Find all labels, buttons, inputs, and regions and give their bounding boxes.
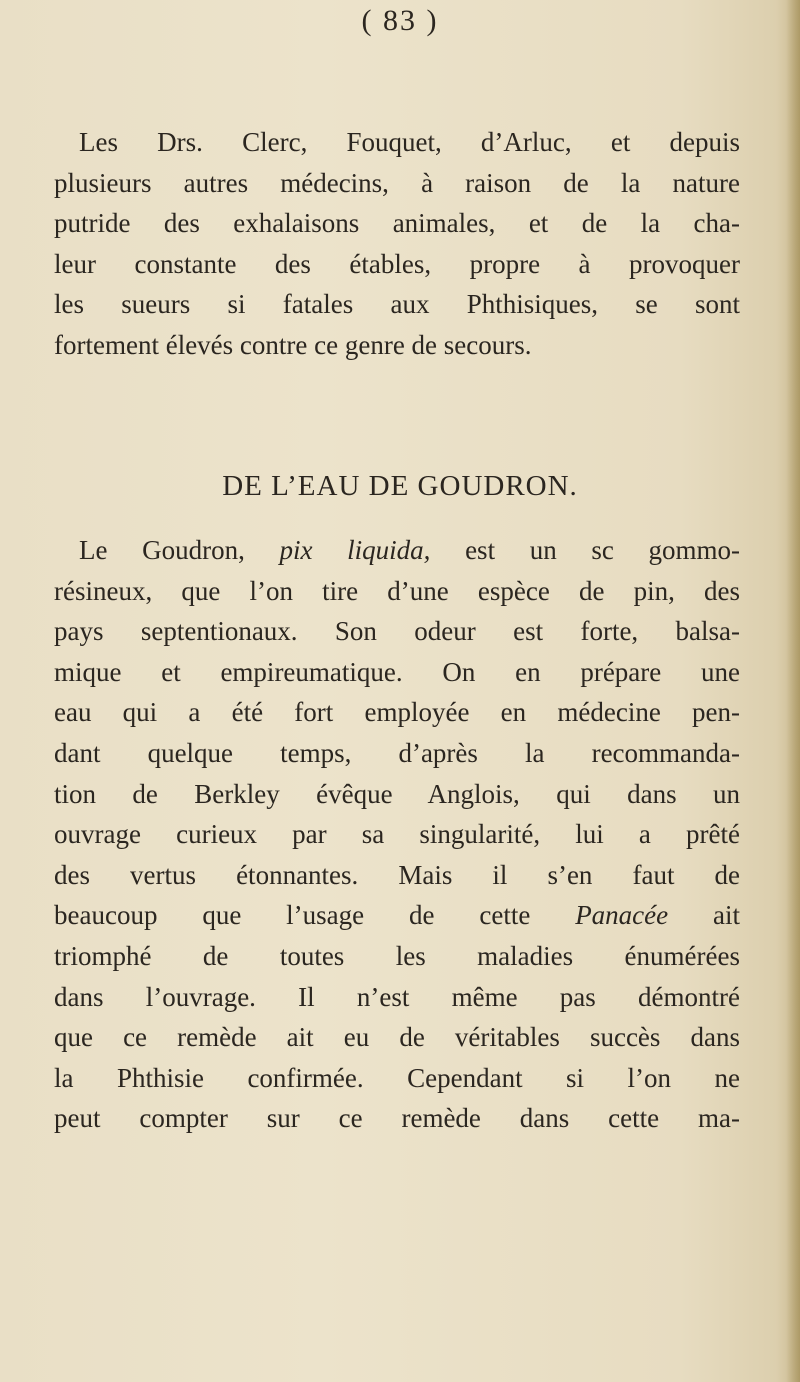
- text-run: Le Goudron,: [79, 535, 245, 565]
- text-line: plusieurs autres médecins, à raison de la nature: [54, 167, 740, 198]
- text-line: pays septentionaux. Son odeur est forte, balsa-: [54, 616, 740, 647]
- text-line: [54, 530, 740, 571]
- italic-term: Panacée: [575, 900, 669, 931]
- paragraph-1: [54, 122, 740, 366]
- paragraph-2: [54, 530, 740, 1139]
- text-line: putride des exhalaisons animales, et de la cha-: [54, 208, 740, 239]
- text-line: les sueurs si fatales aux Phthisiques, se sont: [54, 289, 740, 320]
- text-line: peut compter sur ce remède dans cette ma-: [54, 1103, 740, 1134]
- text-line: Les Drs. Clerc, Fouquet, d’Arluc, et depuis: [79, 127, 740, 157]
- text-line: résineux, que l’on tire d’une espèce de pin, des: [54, 575, 740, 606]
- page-number: ( 83 ): [361, 4, 439, 37]
- page-edge-shadow: [786, 0, 800, 1382]
- text-line: des vertus étonnantes. Mais il s’en faut de: [54, 859, 740, 890]
- text-line: mique et empireumatique. On en prépare une: [54, 656, 740, 687]
- text-run: est un sc gommo-: [465, 535, 741, 565]
- text-line: tion de Berkley évêque Anglois, qui dans un: [54, 778, 740, 809]
- text-run: beaucoup que l’usage de cette: [54, 900, 531, 931]
- text-line: leur constante des étables, propre à provoquer: [54, 248, 740, 279]
- text-run: ait: [713, 900, 741, 931]
- text-line: eau qui a été fort employée en médecine pen-: [54, 697, 740, 728]
- text-line: ouvrage curieux par sa singularité, lui a prêté: [54, 819, 740, 850]
- section-heading: DE L’EAU DE GOUDRON.: [222, 470, 578, 502]
- italic-term: pix liquida,: [279, 535, 431, 565]
- text-line: triomphé de toutes les maladies énumérées: [54, 940, 740, 971]
- text-line: que ce remède ait eu de véritables succès dans: [54, 1022, 740, 1053]
- text-line: dans l’ouvrage. Il n’est même pas démontré: [54, 981, 740, 1012]
- text-line: fortement élevés contre ce genre de secours.: [54, 329, 532, 360]
- text-line: dant quelque temps, d’après la recommanda-: [54, 737, 740, 768]
- text-line: [54, 895, 740, 936]
- text-line: la Phthisie confirmée. Cependant si l’on ne: [54, 1062, 740, 1093]
